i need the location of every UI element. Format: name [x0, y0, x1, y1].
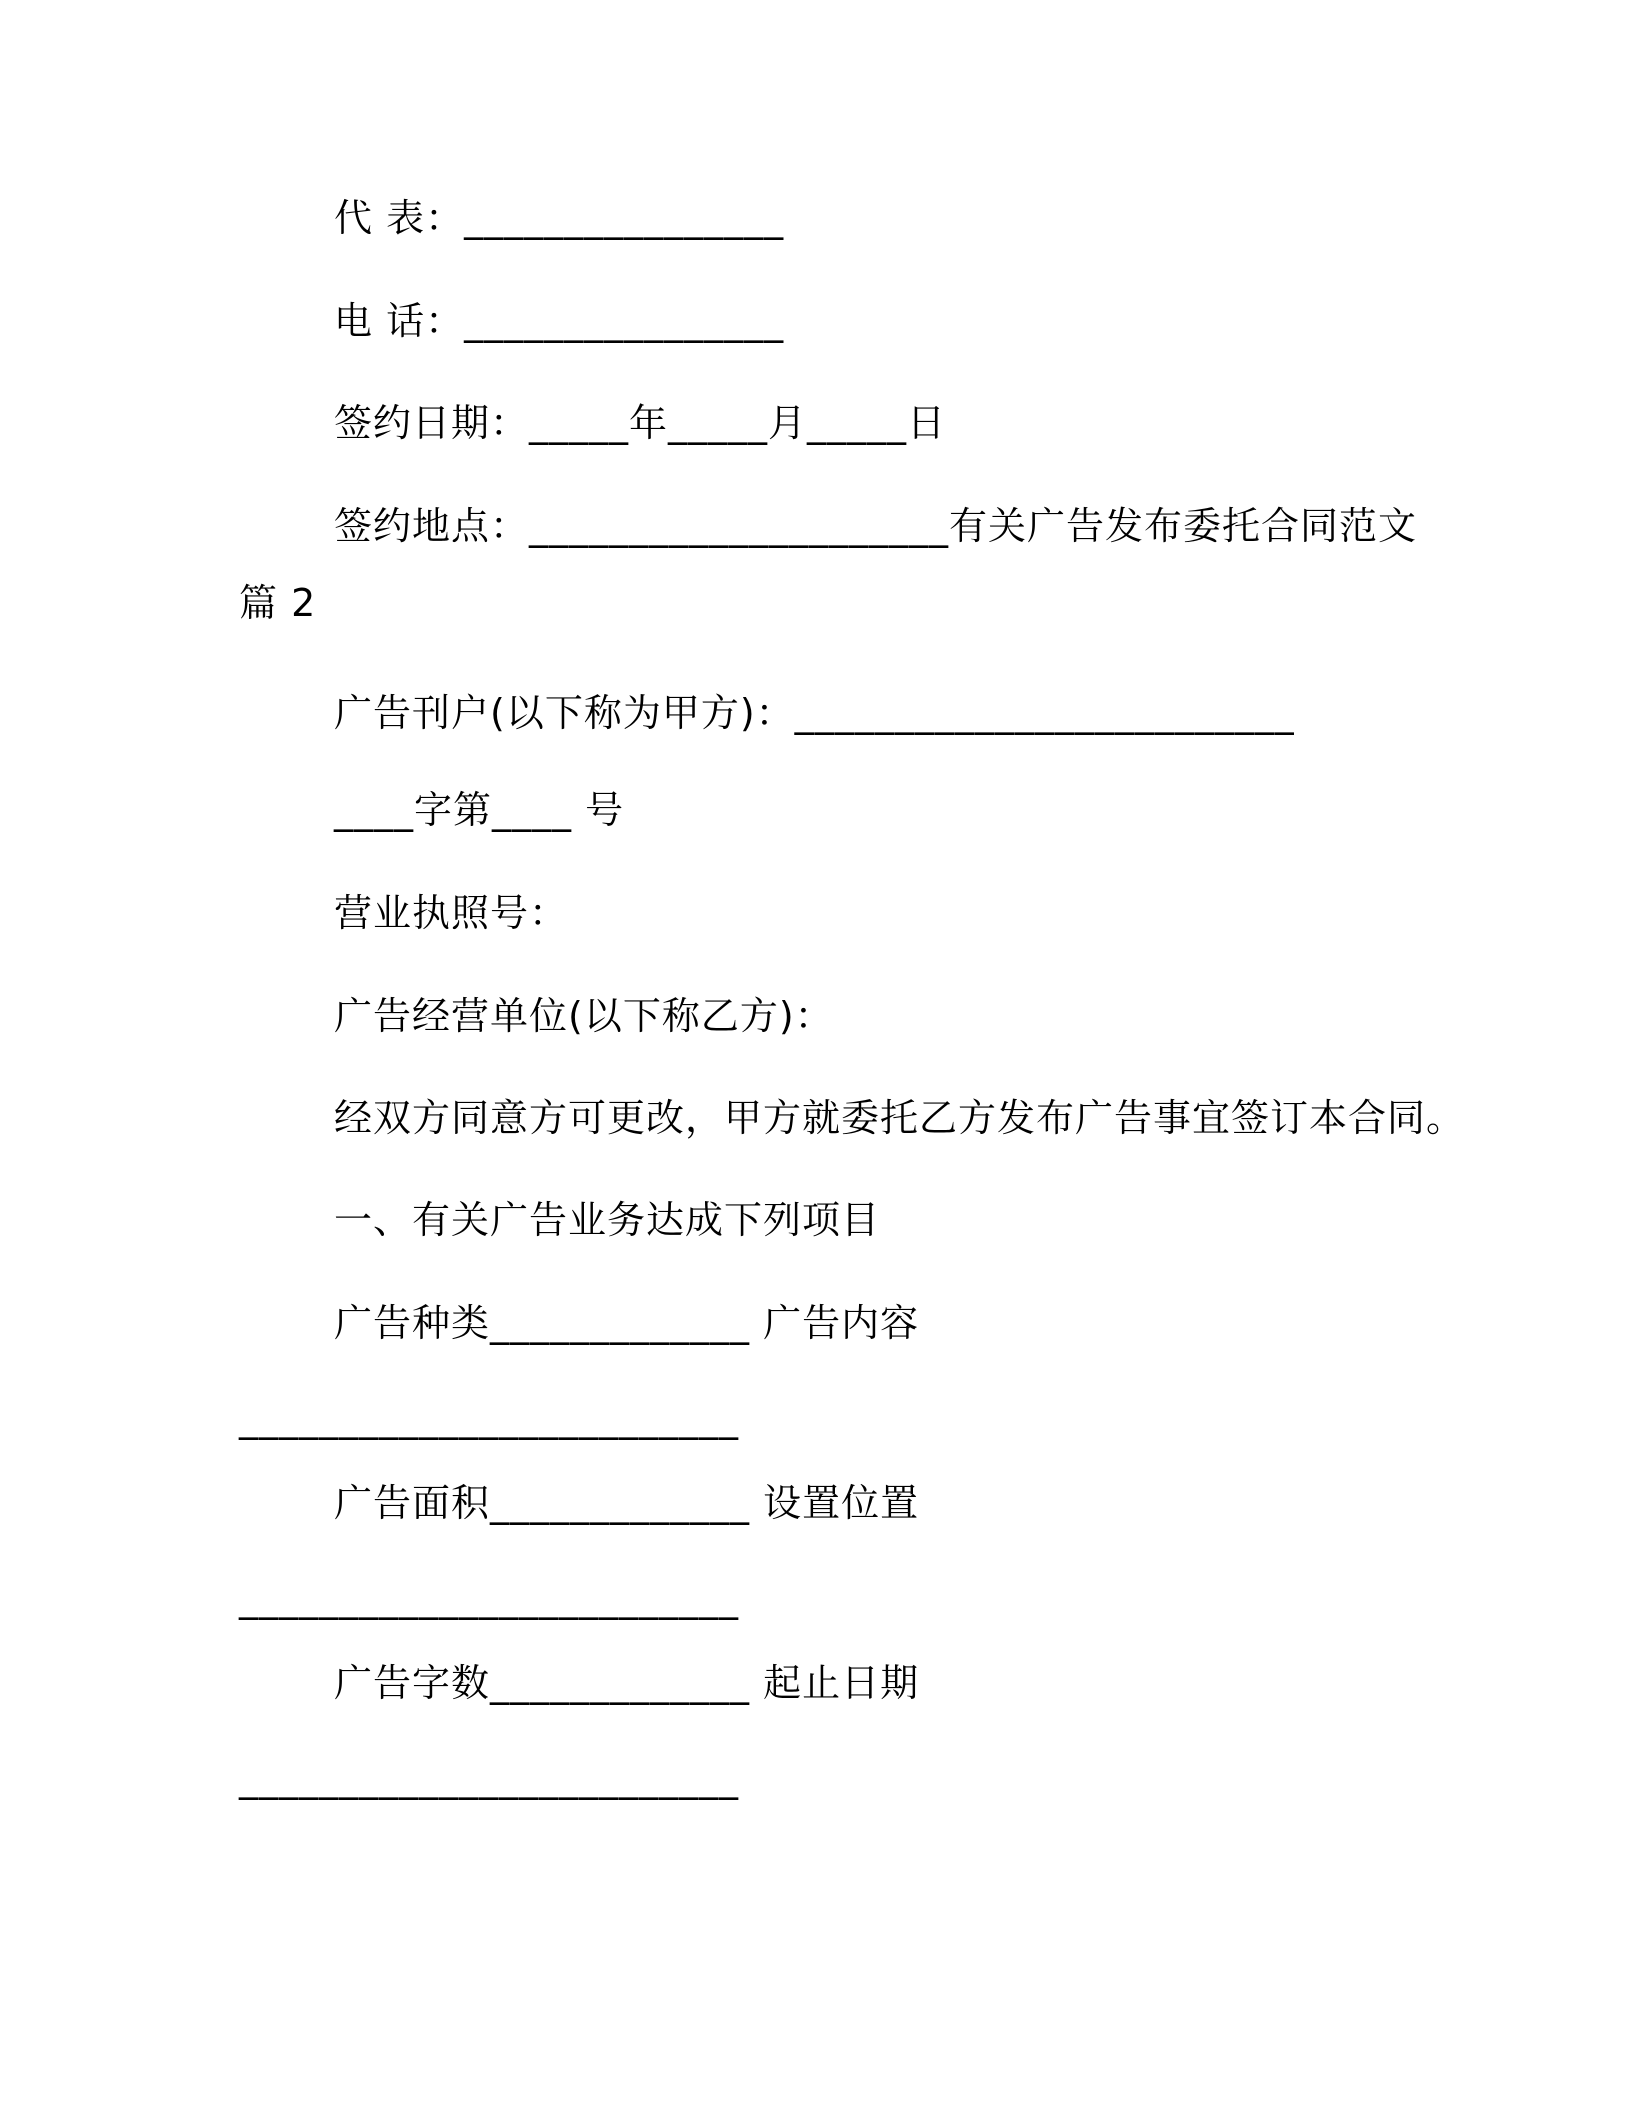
ad-type-line: 广告种类_____________ 广告内容 [334, 1301, 920, 1345]
phone-line: 电 话：________________ [334, 299, 785, 343]
ad-area-line: 广告面积_____________ 设置位置 [334, 1481, 920, 1525]
placement-blank: _________________________ [239, 1576, 739, 1620]
party-a-line: 广告刊户(以下称为甲方)：_________________________ [334, 691, 1295, 735]
representative-line: 代 表：________________ [334, 196, 785, 240]
document-number-line: ____字第____ 号 [334, 788, 625, 832]
section-heading: 一、有关广告业务达成下列项目 [334, 1198, 881, 1242]
party-b-line: 广告经营单位(以下称乙方)： [334, 994, 834, 1038]
ad-content-blank: _________________________ [239, 1396, 739, 1440]
date-range-blank: _________________________ [239, 1756, 739, 1800]
section-number: 篇 2 [239, 581, 317, 625]
word-count-line: 广告字数_____________ 起止日期 [334, 1661, 920, 1705]
business-license-line: 营业执照号： [334, 891, 569, 935]
agreement-paragraph: 经双方同意方可更改，甲方就委托乙方发布广告事宜签订本合同。 [334, 1096, 1466, 1140]
signing-date-line: 签约日期：_____年_____月_____日 [334, 401, 947, 445]
signing-place-line: 签约地点：_____________________有关广告发布委托合同范文 [334, 504, 1418, 548]
